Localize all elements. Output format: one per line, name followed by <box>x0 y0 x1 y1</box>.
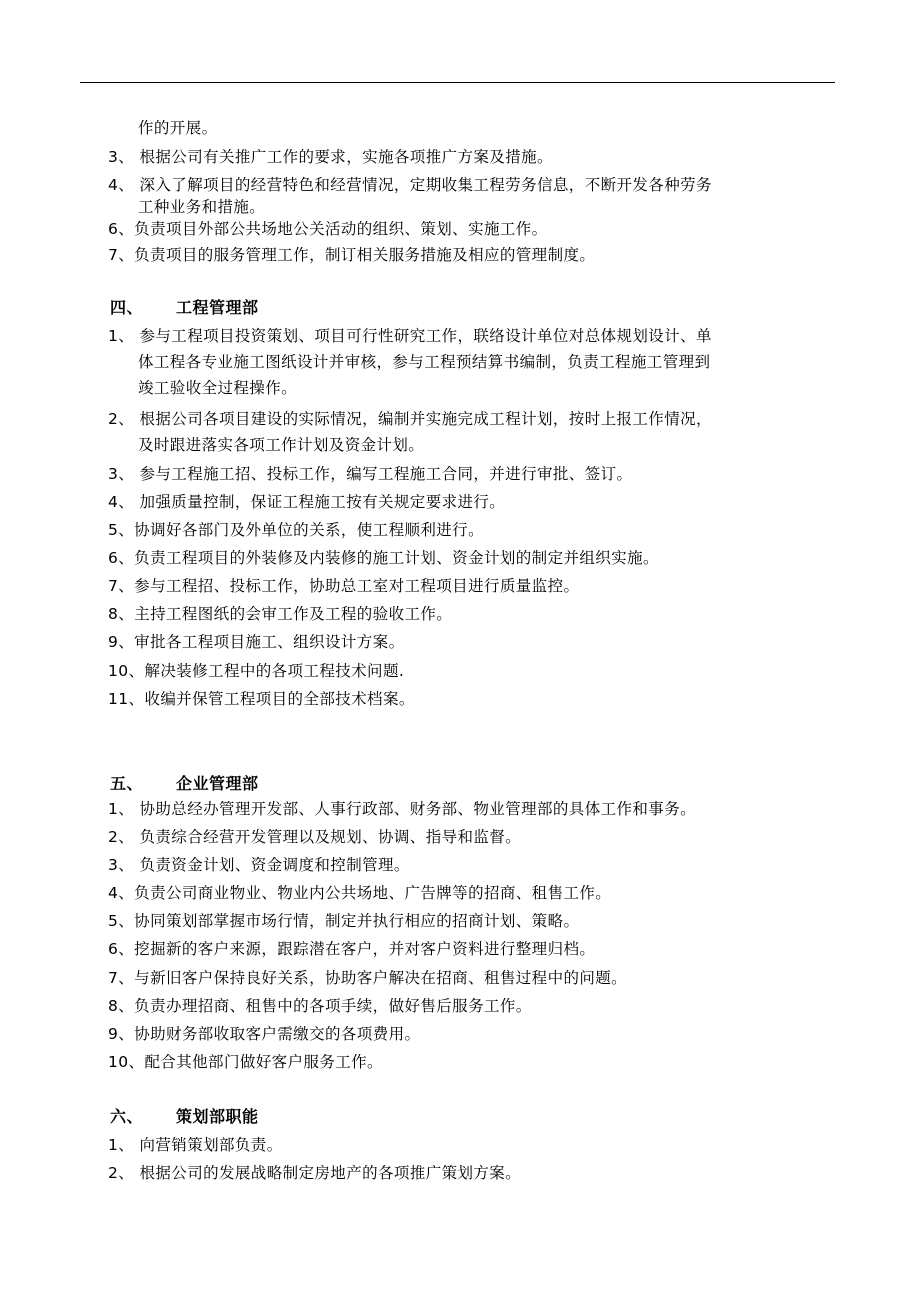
list-item-text: 解决装修工程中的各项工程技术问题. <box>144 662 405 680</box>
list-item-number: 4、 <box>108 176 135 194</box>
list-item <box>108 603 828 625</box>
list-item-continuation: 作的开展。 <box>138 119 218 137</box>
section-number: 六、 <box>110 1107 144 1126</box>
list-item-continuation: 体工程各专业施工图纸设计并审核，参与工程预结算书编制，负责工程施工管理到 <box>138 353 711 371</box>
section-heading <box>110 773 259 795</box>
list-item-text: 协同策划部掌握市场行情，制定并执行相应的招商计划、策略。 <box>134 912 580 930</box>
list-item <box>108 547 828 569</box>
list-item-text: 主持工程图纸的会审工作及工程的验收工作。 <box>134 605 453 623</box>
list-item <box>108 882 828 904</box>
list-item-number: 8、 <box>108 605 135 623</box>
section-title: 策划部职能 <box>176 1107 259 1126</box>
list-item-text: 参与工程施工招、投标工作，编写工程施工合同，并进行审批、签订。 <box>134 465 633 483</box>
list-item-number: 4、 <box>108 493 135 511</box>
list-item-text: 负责项目外部公共场地公关活动的组织、策划、实施工作。 <box>134 220 548 238</box>
list-item <box>108 174 828 196</box>
list-item-number: 2、 <box>108 410 135 428</box>
list-item-number: 9、 <box>108 633 135 651</box>
list-item-number: 6、 <box>108 940 135 958</box>
list-item-continuation: 及时跟进落实各项工作计划及资金计划。 <box>138 436 425 454</box>
list-item <box>108 491 828 513</box>
header-rule <box>80 82 835 83</box>
section-number: 五、 <box>110 774 144 793</box>
list-item-text: 根据公司的发展战略制定房地产的各项推广策划方案。 <box>134 1164 522 1182</box>
list-item-text: 加强质量控制，保证工程施工按有关规定要求进行。 <box>134 493 506 511</box>
list-item <box>108 244 828 266</box>
list-item <box>108 325 828 347</box>
list-item-number: 1、 <box>108 327 135 345</box>
list-item <box>108 938 828 960</box>
list-item-number: 3、 <box>108 465 135 483</box>
list-item <box>108 519 828 541</box>
list-item-number: 7、 <box>108 969 135 987</box>
list-item <box>108 575 828 597</box>
list-item-text: 审批各工程项目施工、组织设计方案。 <box>134 633 405 651</box>
list-item-number: 5、 <box>108 521 135 539</box>
list-item <box>108 631 828 653</box>
list-item-number: 7、 <box>108 246 135 264</box>
list-item-text: 协助财务部收取客户需缴交的各项费用。 <box>134 1025 421 1043</box>
list-item-text: 协调好各部门及外单位的关系，使工程顺利进行。 <box>134 521 484 539</box>
list-item-text: 深入了解项目的经营特色和经营情况，定期收集工程劳务信息，不断开发各种劳务 <box>134 176 712 194</box>
list-item <box>108 910 828 932</box>
list-item <box>108 967 828 989</box>
section-heading <box>110 1106 259 1128</box>
list-item-continuation: 竣工验收全过程操作。 <box>138 379 298 397</box>
list-item-number: 8、 <box>108 997 135 1015</box>
list-item-number: 3、 <box>108 148 135 166</box>
section-title: 工程管理部 <box>176 298 259 317</box>
list-item <box>108 826 828 848</box>
list-item-number: 11、 <box>108 690 145 708</box>
list-item-number: 3、 <box>108 856 135 874</box>
list-item-text: 与新旧客户保持良好关系，协助客户解决在招商、租售过程中的问题。 <box>134 969 628 987</box>
list-item-text: 向营销策划部负责。 <box>134 1136 283 1154</box>
section-title: 企业管理部 <box>176 774 259 793</box>
list-item-text: 根据公司有关推广工作的要求，实施各项推广方案及措施。 <box>134 148 553 166</box>
list-item-text: 协助总经办管理开发部、人事行政部、财务部、物业管理部的具体工作和事务。 <box>134 800 697 818</box>
list-item-text: 负责资金计划、资金调度和控制管理。 <box>134 856 410 874</box>
list-item-text: 根据公司各项目建设的实际情况，编制并实施完成工程计划，按时上报工作情况， <box>134 410 712 428</box>
list-item-text: 参与工程项目投资策划、项目可行性研究工作，联络设计单位对总体规划设计、单 <box>134 327 712 345</box>
list-item-number: 7、 <box>108 577 135 595</box>
list-item-number: 10、 <box>108 1053 145 1071</box>
list-item-text: 负责公司商业物业、物业内公共场地、广告牌等的招商、租售工作。 <box>134 884 612 902</box>
section-heading <box>110 297 259 319</box>
list-item <box>108 146 828 168</box>
list-item-number: 4、 <box>108 884 135 902</box>
list-item-text: 负责项目的服务管理工作，制订相关服务措施及相应的管理制度。 <box>134 246 596 264</box>
list-item <box>108 995 828 1017</box>
section-number: 四、 <box>110 298 144 317</box>
list-item-number: 1、 <box>108 1136 135 1154</box>
list-item <box>108 1023 828 1045</box>
list-item-number: 1、 <box>108 800 135 818</box>
list-item-text: 负责综合经营开发管理以及规划、协调、指导和监督。 <box>134 828 522 846</box>
list-item-number: 10、 <box>108 662 145 680</box>
list-item-text: 负责办理招商、租售中的各项手续，做好售后服务工作。 <box>134 997 532 1015</box>
list-item <box>108 798 828 820</box>
list-item-number: 9、 <box>108 1025 135 1043</box>
list-item-number: 2、 <box>108 828 135 846</box>
list-item <box>108 1134 828 1156</box>
list-item <box>108 463 828 485</box>
list-item-text: 负责工程项目的外装修及内装修的施工计划、资金计划的制定并组织实施。 <box>134 549 659 567</box>
list-item-text: 收编并保管工程项目的全部技术档案。 <box>144 690 415 708</box>
list-item <box>108 660 828 682</box>
list-item <box>108 688 828 710</box>
list-item-text: 配合其他部门做好客户服务工作。 <box>144 1053 383 1071</box>
list-item <box>108 1162 828 1184</box>
list-item-number: 5、 <box>108 912 135 930</box>
list-item-continuation: 工种业务和措施。 <box>138 198 266 216</box>
list-item-number: 6、 <box>108 220 135 238</box>
list-item <box>108 408 828 430</box>
list-item <box>108 1051 828 1073</box>
list-item-text: 参与工程招、投标工作，协助总工室对工程项目进行质量监控。 <box>134 577 580 595</box>
list-item-text: 挖掘新的客户来源，跟踪潜在客户，并对客户资料进行整理归档。 <box>134 940 596 958</box>
list-item-number: 6、 <box>108 549 135 567</box>
list-item <box>108 854 828 876</box>
list-item-number: 2、 <box>108 1164 135 1182</box>
list-item <box>108 218 828 240</box>
